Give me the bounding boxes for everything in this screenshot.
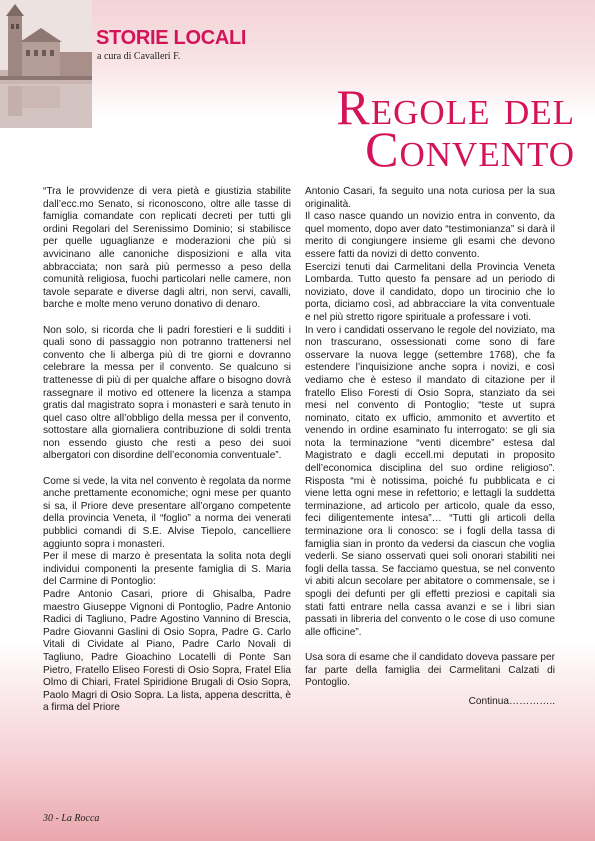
paragraph: Per il mese di marzo è presentata la solita nota degli individui componenti la presente famiglia di S. Maria del Carmine di Pontoglio: <box>43 551 291 588</box>
paragraph: Antonio Casari, fa seguito una nota curiosa per la sua originalità. <box>305 186 555 210</box>
paragraph: Esercizi tenuti dai Carmelitani della Provincia Veneta Lombarda. Tutto questo fa pensare ad un periodo di noviziato, dove il candidato, dopo un tirocinio che lo porta, diciamo così, ad abbracciare la vita conventuale e nel più stretto rigore spirituale a professare i voti. <box>305 261 555 323</box>
paragraph: “Tra le provvidenze di vera pietà e giustizia stabilite dall’ecc.mo Senato, si riconoscono, oltre alle tasse di famiglia comandate con replicati decreti per tutti gli ordini Regolari del Serenissimo Dominio; si stabilisce per quelle uguaglianze e moderazioni che più si avvicinano alle canoniche disposizioni e alla vita abbracciata; non sarà più permesso a peso della comunità religiosa, fuochi particolari nelle camere, non tavole separate e diverse dagli altri, non servi, cavalli, barche e molte meno veruno donativo di denaro. <box>43 186 291 311</box>
article-title <box>336 79 575 177</box>
paragraph: Padre Antonio Casari, priore di Ghisalba, Padre maestro Giuseppe Vignoni di Pontoglio, Padre Antonio Radici di Tagliuno, Padre Agostino Vannino di Brescia, Padre Giovanni Gaslini di Osio Sopra, Padre G. Carlo Vitali di Cividate al Piano, Padre Carlo Novali di Tagliuno, Padre Gioachino Locatelli di Ponte San Pietro, Fratello Eliseo Foresti di Osio Sopra, Fratel Elia Olmo di Chiari, Fratel Spiridione Brugali di Osio Sopra, Paolo Magri di Osio Sopra. La lista, appena descritta, è a firma del Priore <box>43 589 291 714</box>
title-line-1: Regole del <box>336 79 575 135</box>
curator-credit: a cura di Cavalleri F. <box>97 51 181 62</box>
header-photo <box>0 0 92 128</box>
continua-note: Continua………….. <box>468 695 555 707</box>
section-title: STORIE LOCALI <box>96 27 247 49</box>
page-footer: 30 - La Rocca <box>43 813 100 824</box>
title-line-2: Convento <box>365 121 575 177</box>
right-column <box>305 186 555 708</box>
paragraph: Usa sora di esame che il candidato doveva passare per far parte della famiglia dei Carmelitani Calzati di Pontoglio. <box>305 651 555 689</box>
paragraph: Il caso nasce quando un novizio entra in convento, da quel momento, dopo aver dato “testimonianza” si darà il merito di congiungere insieme gli esami che devono essere fatti da novizi di detto convento. <box>305 211 555 260</box>
paragraph: Come si vede, la vita nel convento è regolata da norme anche prettamente economiche; ogni mese per quanto si sa, il Priore deve presentare all’organo competente della provincia Veneta, il “foglio” a norma dei venerati pubblici comandi di S.E. Alvise Tiepolo, cancelliere aggiunto sopra i monasteri. <box>43 475 291 550</box>
left-column <box>43 186 291 715</box>
paragraph: In vero i candidati osservano le regole del noviziato, ma non trascurano, ossessionati come sono di fare osservare la nuova legge (settembre 1768), che fa estendere l’inquisizione anche sopra i novizi, e così vediamo che è esteso il mandato di citazione per il fratello Eliso Foresti di Osio Sopra, stanziato da sei mesi nel convento di Pontoglio; “teste ut supra nominato, citato ex ufficio, ammonito et avvertito et venendo in ordine esaminato fu interrogato: se gli sia nota la terminazione “venti dicembre” estesa dal Magistrato e dagli eccell.mi deputati in proposito dell’economica disciplina del suo ordine religioso”. Risposta “mi è notissima, poiché fu pubblicata e ci viene letta ogni mese in refettorio; e lettagli la suddetta terminazione, ad articolo per articolo, quale da esso, feci diligentemente intesa”… “Tutti gli articoli della terminazione ora li conosco: se i fogli della tassa di famiglia sian in pronto da vedersi da ciascun che voglia vederli. Se siano osservati quei soli onorari stabiliti nei fogli della tassa. Se facciamo questua, se nel convento vi abiti alcun secolare per abitatore o commensale, se i spogli dei defunti per gli effetti preziosi e capitali sia stati fatti entrare nella cassa avanzi e se i libri sian passati in libreria del convento o le cose di uso comune alle officine”. <box>305 324 555 638</box>
paragraph: Non solo, si ricorda che li padri forestieri e li sudditi i quali sono di passaggio non potranno trattenersi nel convento che li alberga più di tre giorni e dovranno celebrare la messa per il convento. Se qualcuno si trattenesse di più di per qualche affare o bisogno dovrà rassegnare il motivo ed ottenere la licenza a stampa gratis dal magistrato sopra i monasteri e sarà tenuto in quel caso oltre all’obbligo della messa per il convento, sottostare alla giornaliera contribuzione di soldi trenta non essendo giusto che resti a peso dei suoi albergatori con disordine dell’economia conventuale”. <box>43 324 291 462</box>
